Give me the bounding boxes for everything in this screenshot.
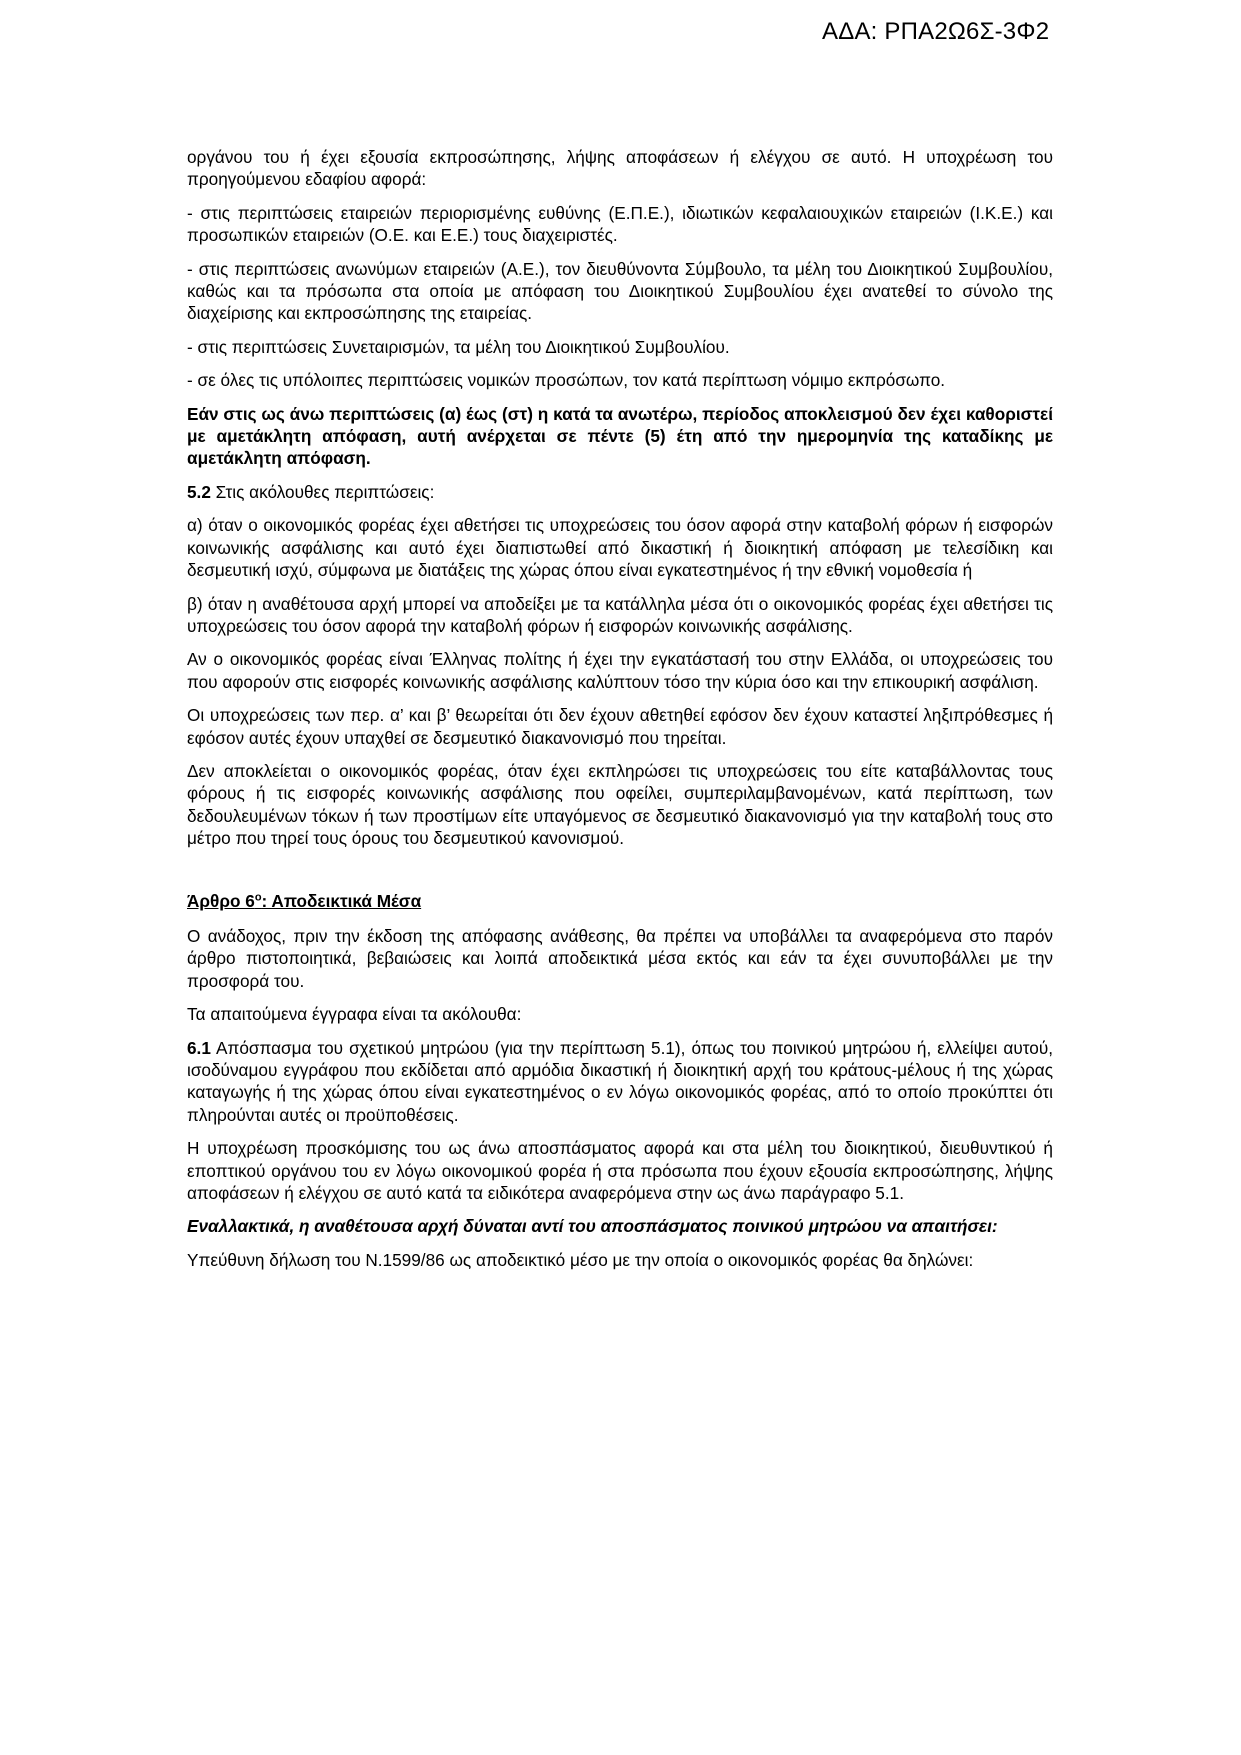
list-item-ae: - στις περιπτώσεις ανωνύμων εταιρειών (Α.Ε.), τον διευθύνοντα Σύμβουλο, τα μέλη του Διοικητικού Συμβουλίου, καθώς και τα πρόσωπα στα οποία με απόφαση του Διοικητικού Συμβουλίου έχει ανατεθεί το σύνολο της διαχείρισης και εκπροσώπησης της εταιρείας. [187, 258, 1053, 324]
article-6-heading [187, 890, 1053, 912]
paragraph: Η υποχρέωση προσκόμισης του ως άνω αποσπάσματος αφορά και στα μέλη του διοικητικού, διευθυντικού ή εποπτικού οργάνου του εν λόγω οικονομικού φορέα ή στα πρόσωπα που έχουν εξουσία εκπροσώπησης, λήψης αποφάσεων ή ελέγχου σε αυτό κατά τα ειδικότερα αναφερόμενα στην ως άνω παράγραφο 5.1. [187, 1138, 1053, 1204]
paragraph: Αν ο οικονομικός φορέας είναι Έλληνας πολίτης ή έχει την εγκατάστασή του στην Ελλάδα, οι υποχρεώσεις του που αφορούν στις εισφορές κοινωνικής ασφάλισης καλύπτουν τόσο την κύρια όσο και την επικουρική ασφάλιση. [187, 649, 1053, 692]
ada-code: ΑΔΑ: ΡΠΑ2Ω6Σ-3Φ2 [822, 18, 1050, 45]
section-number: 5.2 [187, 481, 211, 502]
paragraph: Τα απαιτούμενα έγγραφα είναι τα ακόλουθα: [187, 1004, 522, 1025]
document-body [187, 146, 1053, 1282]
case-b: β) όταν η αναθέτουσα αρχή μπορεί να αποδείξει με τα κατάλληλα μέσα ότι ο οικονομικός φορέας έχει αθετήσει τις υποχρεώσεις του όσον αφορά την καταβολή φόρων ή εισφορών κοινωνικής ασφάλισης. [187, 593, 1053, 636]
paragraph: οργάνου του ή έχει εξουσία εκπροσώπησης, λήψης αποφάσεων ή ελέγχου σε αυτό. Η υποχρέωση του προηγούμενου εδαφίου αφορά: [187, 147, 1053, 190]
paragraph: Ο ανάδοχος, πριν την έκδοση της απόφασης ανάθεσης, θα πρέπει να υποβάλλει τα αναφερόμενα στο παρόν άρθρο πιστοποιητικά, βεβαιώσεις και λοιπά αποδεικτικά μέσα εκτός και εάν τα έχει συνυποβάλλει με την προσφορά του. [187, 925, 1053, 991]
alternative-note: Εναλλακτικά, η αναθέτουσα αρχή δύναται αντί του αποσπάσματος ποινικού μητρώου να απαιτήσει: [187, 1216, 998, 1237]
heading-prefix: Άρθρο 6 [187, 890, 255, 911]
case-a: α) όταν ο οικονομικός φορέας έχει αθετήσει τις υποχρεώσεις του όσον αφορά στην καταβολή φόρων ή εισφορών κοινωνικής ασφάλισης και αυτό έχει διαπιστωθεί από δικαστική ή διοικητική απόφαση με τελεσίδικη και δεσμευτική ισχύ, σύμφωνα με διατάξεις της χώρας όπου είναι εγκατεστημένος ή την εθνική νομοθεσία ή [187, 515, 1053, 581]
section-5-2 [187, 481, 1053, 503]
section-text: Απόσπασμα του σχετικού μητρώου (για την περίπτωση 5.1), όπως του ποινικού μητρώου ή, ελλείψει αυτού, ισοδύναμου εγγράφου που εκδίδεται από αρμόδια δικαστική ή διοικητική αρχή του κράτους-μέλους ή της χώρας καταγωγής ή της χώρας όπου είναι εγκατεστημένος ο εν λόγω οικονομικός φορέας, από το οποίο προκύπτει ότι πληρούνται αυτές οι προϋποθέσεις. [187, 1037, 1053, 1125]
paragraph: Υπεύθυνη δήλωση του Ν.1599/86 ως αποδεικτικό μέσο με την οποία ο οικονομικός φορέας θα δηλώνει: [187, 1249, 974, 1270]
heading-superscript: ο [254, 890, 262, 903]
list-item-epe-ike: - στις περιπτώσεις εταιρειών περιορισμένης ευθύνης (Ε.Π.Ε.), ιδιωτικών κεφαλαιουχικών εταιρειών (Ι.Κ.Ε.) και προσωπικών εταιρειών (Ο.Ε. και Ε.Ε.) τους διαχειριστές. [187, 202, 1053, 246]
paragraph: Οι υποχρεώσεις των περ. α’ και β’ θεωρείται ότι δεν έχουν αθετηθεί εφόσον δεν έχουν καταστεί ληξιπρόθεσμες ή εφόσον αυτές έχουν υπαχθεί σε δεσμευτικό διακανονισμό που τηρείται. [187, 705, 1053, 748]
heading-suffix: : Αποδεικτικά Μέσα [261, 890, 422, 911]
exclusion-period-note: Εάν στις ως άνω περιπτώσεις (α) έως (στ) η κατά τα ανωτέρω, περίοδος αποκλεισμού δεν έχει καθοριστεί με αμετάκλητη απόφαση, αυτή ανέρχεται σε πέντε (5) έτη από την ημερομηνία της καταδίκης με αμετάκλητη απόφαση. [187, 403, 1053, 469]
section-6-1 [187, 1037, 1053, 1127]
paragraph: Δεν αποκλείεται ο οικονομικός φορέας, όταν έχει εκπληρώσει τις υποχρεώσεις του είτε καταβάλλοντας τους φόρους ή τις εισφορές κοινωνικής ασφάλισης που οφείλει, συμπεριλαμβανομένων, κατά περίπτωση, των δεδουλευμένων τόκων ή των προστίμων είτε υπαγόμενος σε δεσμευτικό διακανονισμό για την καταβολή τους στο μέτρο που τηρεί τους όρους του δεσμευτικού κανονισμού. [187, 760, 1053, 849]
section-text: Στις ακόλουθες περιπτώσεις: [210, 481, 435, 502]
list-item-other-legal-entities: - σε όλες τις υπόλοιπες περιπτώσεις νομικών προσώπων, τον κατά περίπτωση νόμιμο εκπρόσωπο. [187, 370, 946, 391]
section-number: 6.1 [187, 1037, 211, 1058]
list-item-cooperatives: - στις περιπτώσεις Συνεταιρισμών, τα μέλη του Διοικητικού Συμβουλίου. [187, 336, 730, 357]
